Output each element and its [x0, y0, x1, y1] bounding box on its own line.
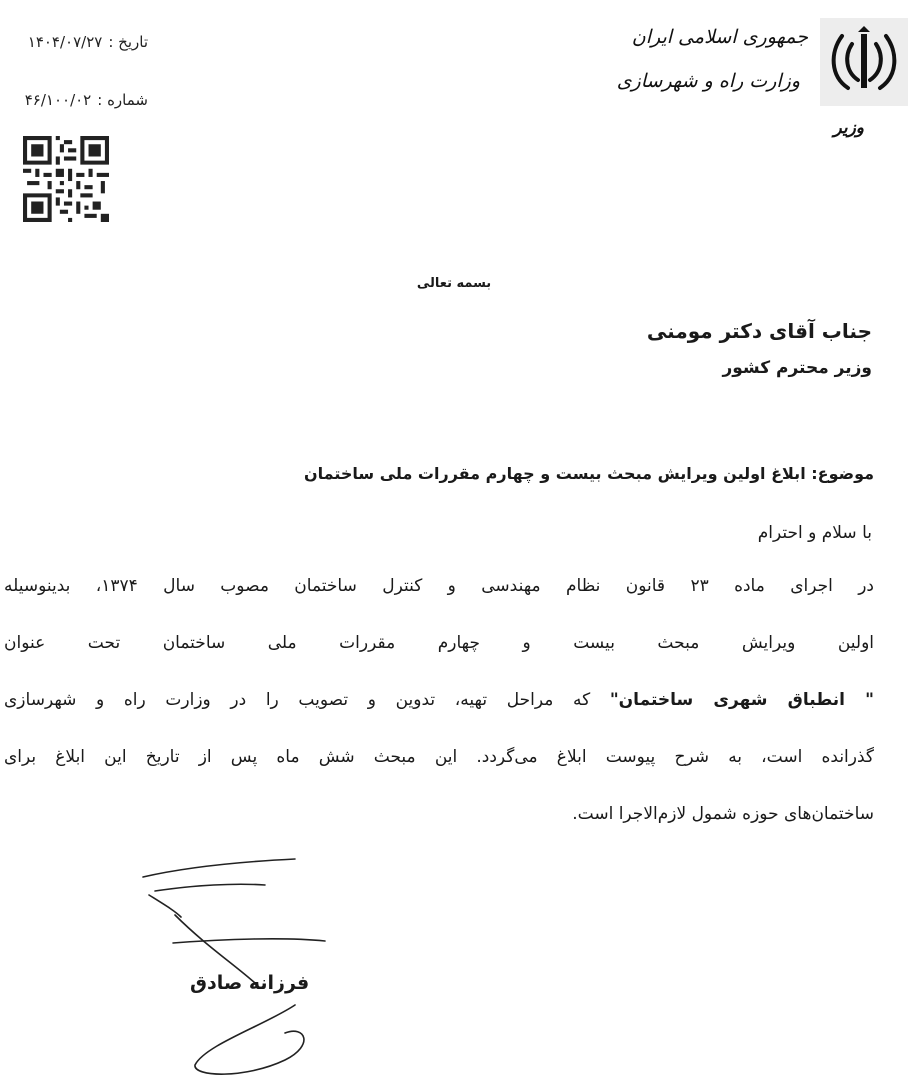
qr-code-icon [23, 136, 109, 222]
body-line-5: ساختمان‌های حوزه شمول لازم‌الاجرا است. [572, 804, 874, 824]
letter-subject: موضوع: ابلاغ اولین ویرایش مبحث بیست و چهارم مقررات ملی ساختمان [303, 464, 874, 483]
body-line-3-rest: که مراحل تهیه، تدوین و تصویب را در وزارت راه و شهرسازی [4, 690, 610, 710]
number-value: ۴۶/۱۰۰/۰۲ [24, 91, 92, 109]
signature [135, 855, 345, 1080]
date-label: تاریخ : [108, 33, 148, 51]
body-line-1: در اجرای ماده ۲۳ قانون نظام مهندسی و کنترل ساختمان مصوب سال ۱۳۷۴، بدینوسیله [4, 576, 874, 596]
emblem-box [820, 18, 908, 106]
date-value: ۱۴۰۴/۰۷/۲۷ [27, 33, 103, 51]
government-name: جمهوری اسلامی ایران [631, 26, 808, 48]
addressee-name: جناب آقای دکتر مومنی [646, 319, 872, 343]
letter-date [0, 33, 148, 51]
signer-name: فرزانه صادق [190, 972, 310, 994]
body-line-4: گذرانده است، به شرح پیوست ابلاغ می‌گردد. این مبحث شش ماه پس از تاریخ این ابلاغ برای [4, 747, 874, 767]
number-label: شماره : [97, 91, 148, 109]
letter-number [0, 91, 148, 109]
greeting: با سلام و احترام [757, 523, 872, 543]
body-line-3 [4, 690, 874, 710]
bismillah: بسمه تعالی [416, 276, 492, 291]
body-line-2: اولین ویرایش مبحث بیست و چهارم مقررات ملی ساختمان تحت عنوان [4, 633, 874, 653]
iran-emblem-icon [828, 24, 900, 100]
standard-title: " انطباق شهری ساختمان" [609, 690, 874, 710]
ministry-name: وزارت راه و شهرسازی [616, 70, 800, 92]
minister-title: وزیر [833, 118, 864, 138]
addressee-title: وزیر محترم کشور [722, 358, 872, 378]
